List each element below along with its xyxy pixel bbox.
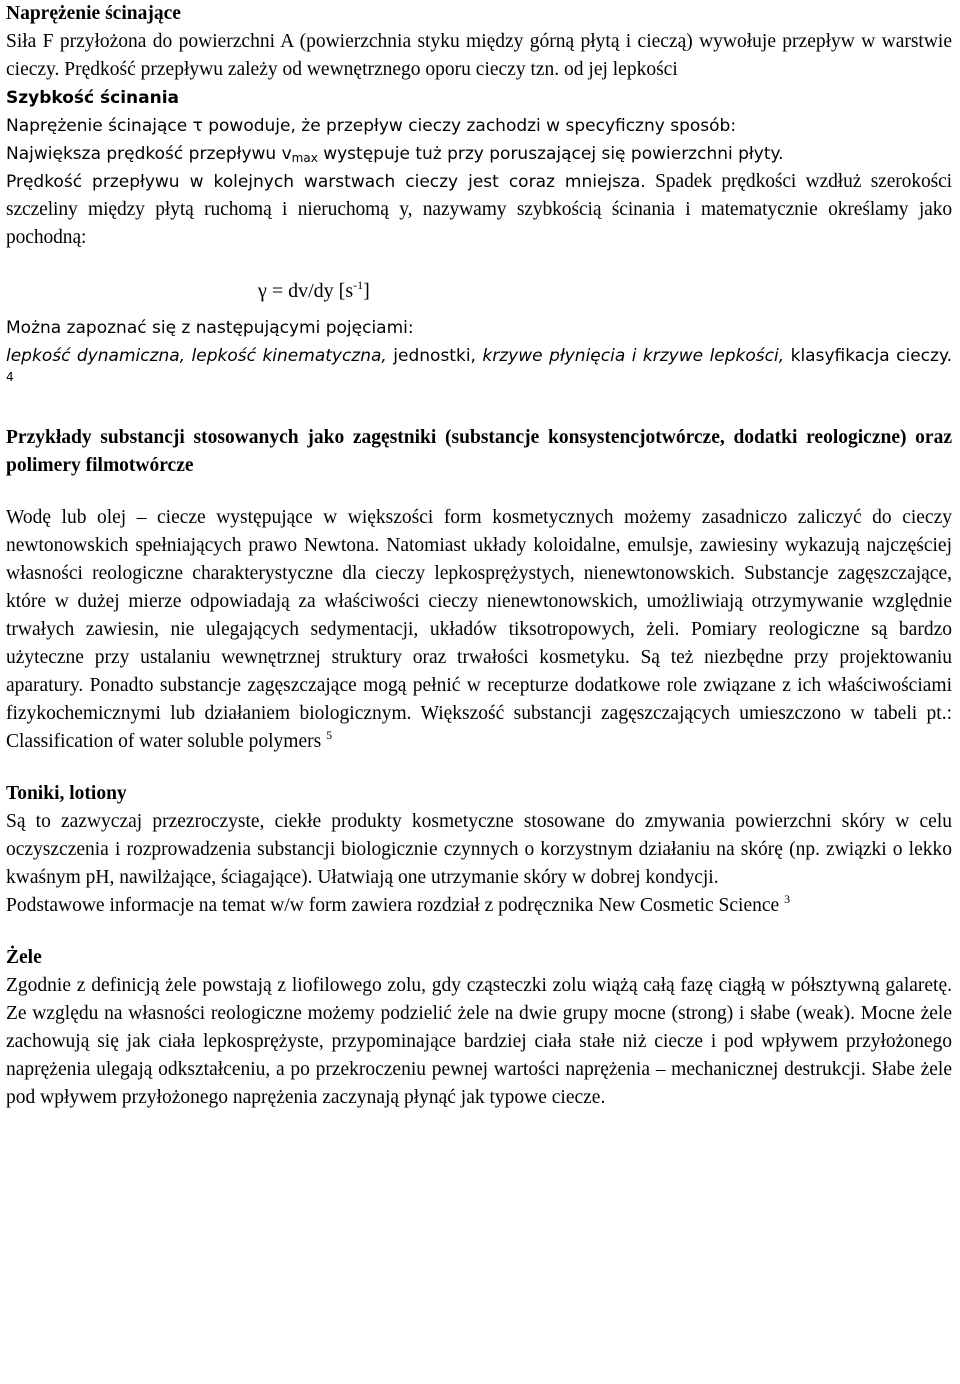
section-tonics [6, 780, 952, 920]
heading-shear-stress: Naprężenie ścinające [6, 3, 181, 24]
section-shear-rate [6, 84, 952, 252]
subscript-max: max [291, 151, 318, 165]
text-classification: klasyfikacja cieczy. [784, 346, 952, 366]
formula-close: ] [363, 280, 370, 302]
text-max-velocity-rest: występuje tuż przy poruszającej się powierzchni płyty. [317, 144, 784, 164]
formula-text: γ = dv/dy [s [258, 280, 354, 302]
heading-tonics: Toniki, lotiony [6, 783, 127, 804]
text-curves: krzywe płynięcia i krzywe lepkości, [482, 346, 785, 366]
paragraph-gels: Zgodnie z definicją żele powstają z liofilowego zolu, gdy cząsteczki zolu wiążą całą fazę ciągłą w półsztywną galaretę. Ze względu na własności reologiczne możemy podzielić żele na dwie grupy mocne (strong) i słabe (weak). Mocne żele zachowują się jak ciała lepkosprężyste, przypominające bardziej ciała stałe niż ciecze i pod wpływem przyłożonego naprężenia ulegają odkształceniu, a po przekroczeniu pewnej wartości naprężenia – mechanicznej destrukcji. Słabe żele pod wpływem przyłożonego naprężenia zaczynają płynąć jak typowe ciecze. [6, 975, 952, 1108]
text-units: jednostki, [386, 346, 483, 366]
section-thickeners [6, 424, 952, 756]
paragraph-shear-stress: Siła F przyłożona do powierzchni A (powierzchnia styku między górną płytą i cieczą) wywołuje przepływ w warstwie cieczy. Prędkość przepływu zależy od wewnętrznego oporu cieczy tzn. od jej lepkości [6, 31, 952, 80]
paragraph-tonics-2 [6, 892, 952, 920]
heading-shear-rate: Szybkość ścinania [6, 88, 180, 108]
paragraph-shear-rate-2 [6, 140, 952, 168]
section-gels [6, 944, 952, 1112]
section-concepts [6, 314, 952, 398]
heading-thickeners: Przykłady substancji stosowanych jako zagęstniki (substancje konsystencjotwórcze, dodatki reologiczne) oraz polimery filmotwórcze [6, 427, 952, 476]
paragraph-thickeners [6, 504, 952, 756]
text-tonics-info: Podstawowe informacje na temat w/w form zawiera rozdział z podręcznika New Cosmetic Science [6, 895, 780, 916]
footnote-ref-5: 5 [326, 728, 333, 742]
formula-exponent: -1 [353, 278, 364, 292]
paragraph-concepts-list [6, 342, 952, 398]
paragraph-tonics-1: Są to zazwyczaj przezroczyste, ciekłe produkty kosmetyczne stosowane do zmywania powierzchni skóry w celu oczyszczenia i rozprowadzenia substancji biologicznie czynnych o korzystnym działaniu na skórę (np. związki o lekko kwaśnym pH, nawilżające, ściagające). Ułatwiają one utrzymanie skóry w dobrej kondycji. [6, 811, 952, 888]
heading-gels: Żele [6, 947, 42, 968]
text-velocity-layers: Prędkość przepływu w kolejnych warstwach cieczy jest coraz mniejsza. [6, 172, 646, 192]
text-velocity-drop: Spadek prędkości wzdłuż szerokości szczeliny między płytą ruchomą i nieruchomą y, nazywamy szybkością ścinania i matematycznie określamy jako pochodną: [6, 171, 952, 248]
footnote-ref-4: 4 [6, 370, 14, 384]
paragraph-shear-rate-3 [6, 168, 952, 252]
section-shear-stress [6, 0, 952, 84]
paragraph-concepts-intro: Można zapoznać się z następującymi pojęciami: [6, 318, 414, 338]
footnote-ref-3: 3 [784, 892, 791, 906]
formula-shear-rate [258, 274, 952, 314]
paragraph-shear-rate-1: Naprężenie ścinające τ powoduje, że przepływ cieczy zachodzi w specyficzny sposób: [6, 116, 737, 136]
text-max-velocity: Największa prędkość przepływu v [6, 144, 292, 164]
text-viscosities: lepkość dynamiczna, lepkość kinematyczna, [6, 346, 387, 366]
text-thickeners: Wodę lub olej – ciecze występujące w większości form kosmetycznych możemy zasadniczo zaliczyć do cieczy newtonowskich spełniających prawo Newtona. Natomiast układy koloidalne, emulsje, zawiesiny wykazują najczęściej własności reologiczne charakterystyczne dla cieczy lepkosprężystych, nienewtonowskich. Substancje zagęszczające, które w dużej mierze odpowiadają za właściwości cieczy nienewtonowskich, umożliwiają otrzymywanie względnie trwałych zawiesin, nie ulegających sedymentacji, układów tiksotropowych, żeli. Pomiary reologiczne są bardzo użyteczne przy ustalaniu wewnętrznej struktury oraz trwałości kosmetyku. Są też niezbędne przy projektowaniu aparatury. Ponadto substancje zagęszczające mogą pełnić w recepturze dodatkowe role związane z ich właściwościami fizykochemicznymi lub działaniem biologicznym. Większość substancji zagęszczających umieszczono w tabeli pt.: Classification of water soluble polymers [6, 507, 952, 752]
